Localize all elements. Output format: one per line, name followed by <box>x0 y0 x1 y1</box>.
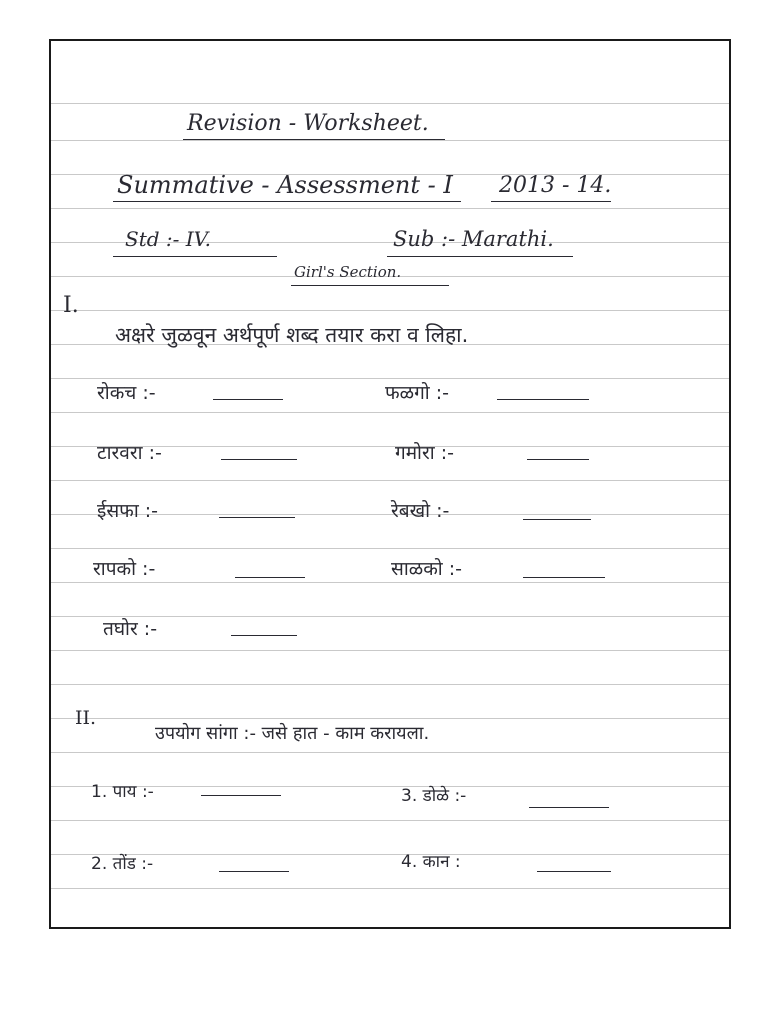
part-one-instruction: अक्षरे जुळवून अर्थपूर्ण शब्द तयार करा व लिहा. <box>115 323 469 347</box>
standard-underline <box>113 256 277 257</box>
assessment-underline <box>113 201 461 202</box>
academic-year: 2013 - 14. <box>499 173 612 198</box>
jumble-item: फळगो :- <box>385 382 450 404</box>
part-one-numeral: I. <box>63 293 79 318</box>
title-underline <box>183 139 445 140</box>
answer-blank <box>497 399 589 400</box>
answer-blank <box>219 517 295 518</box>
usage-question: 3. डोळे :- <box>401 786 467 806</box>
year-underline <box>491 201 611 202</box>
answer-blank <box>219 871 289 872</box>
answer-blank <box>213 399 283 400</box>
answer-blank <box>529 807 609 808</box>
subject-label: Sub :- Marathi. <box>393 227 554 251</box>
jumble-item: ईसफा :- <box>97 500 159 522</box>
jumble-item: रापको :- <box>93 558 156 580</box>
section-underline <box>291 285 449 286</box>
standard-label: Std :- IV. <box>125 227 211 251</box>
assessment-label: Summative - Assessment - I <box>117 171 453 199</box>
answer-blank <box>527 459 589 460</box>
jumble-item: टारवरा :- <box>97 442 162 464</box>
worksheet-title: Revision - Worksheet. <box>187 111 429 136</box>
answer-blank <box>523 519 591 520</box>
section-label: Girl's Section. <box>294 263 402 281</box>
part-two-numeral: II. <box>75 707 97 729</box>
usage-question: 1. पाय :- <box>91 782 154 802</box>
usage-question: 2. तोंड :- <box>91 854 154 874</box>
answer-blank <box>523 577 605 578</box>
answer-blank <box>235 577 305 578</box>
jumble-item: साळको :- <box>391 558 463 580</box>
subject-underline <box>387 256 573 257</box>
part-two-instruction: उपयोग सांगा :- जसे हात - काम करायला. <box>155 723 430 744</box>
worksheet-page <box>49 39 731 929</box>
answer-blank <box>201 795 281 796</box>
jumble-item: तघोर :- <box>103 618 158 640</box>
jumble-item: गमोरा :- <box>395 442 454 464</box>
jumble-item: रेबखो :- <box>391 500 450 522</box>
answer-blank <box>231 635 297 636</box>
jumble-item: रोकच :- <box>97 382 156 404</box>
answer-blank <box>537 871 611 872</box>
usage-question: 4. कान : <box>401 852 461 872</box>
answer-blank <box>221 459 297 460</box>
